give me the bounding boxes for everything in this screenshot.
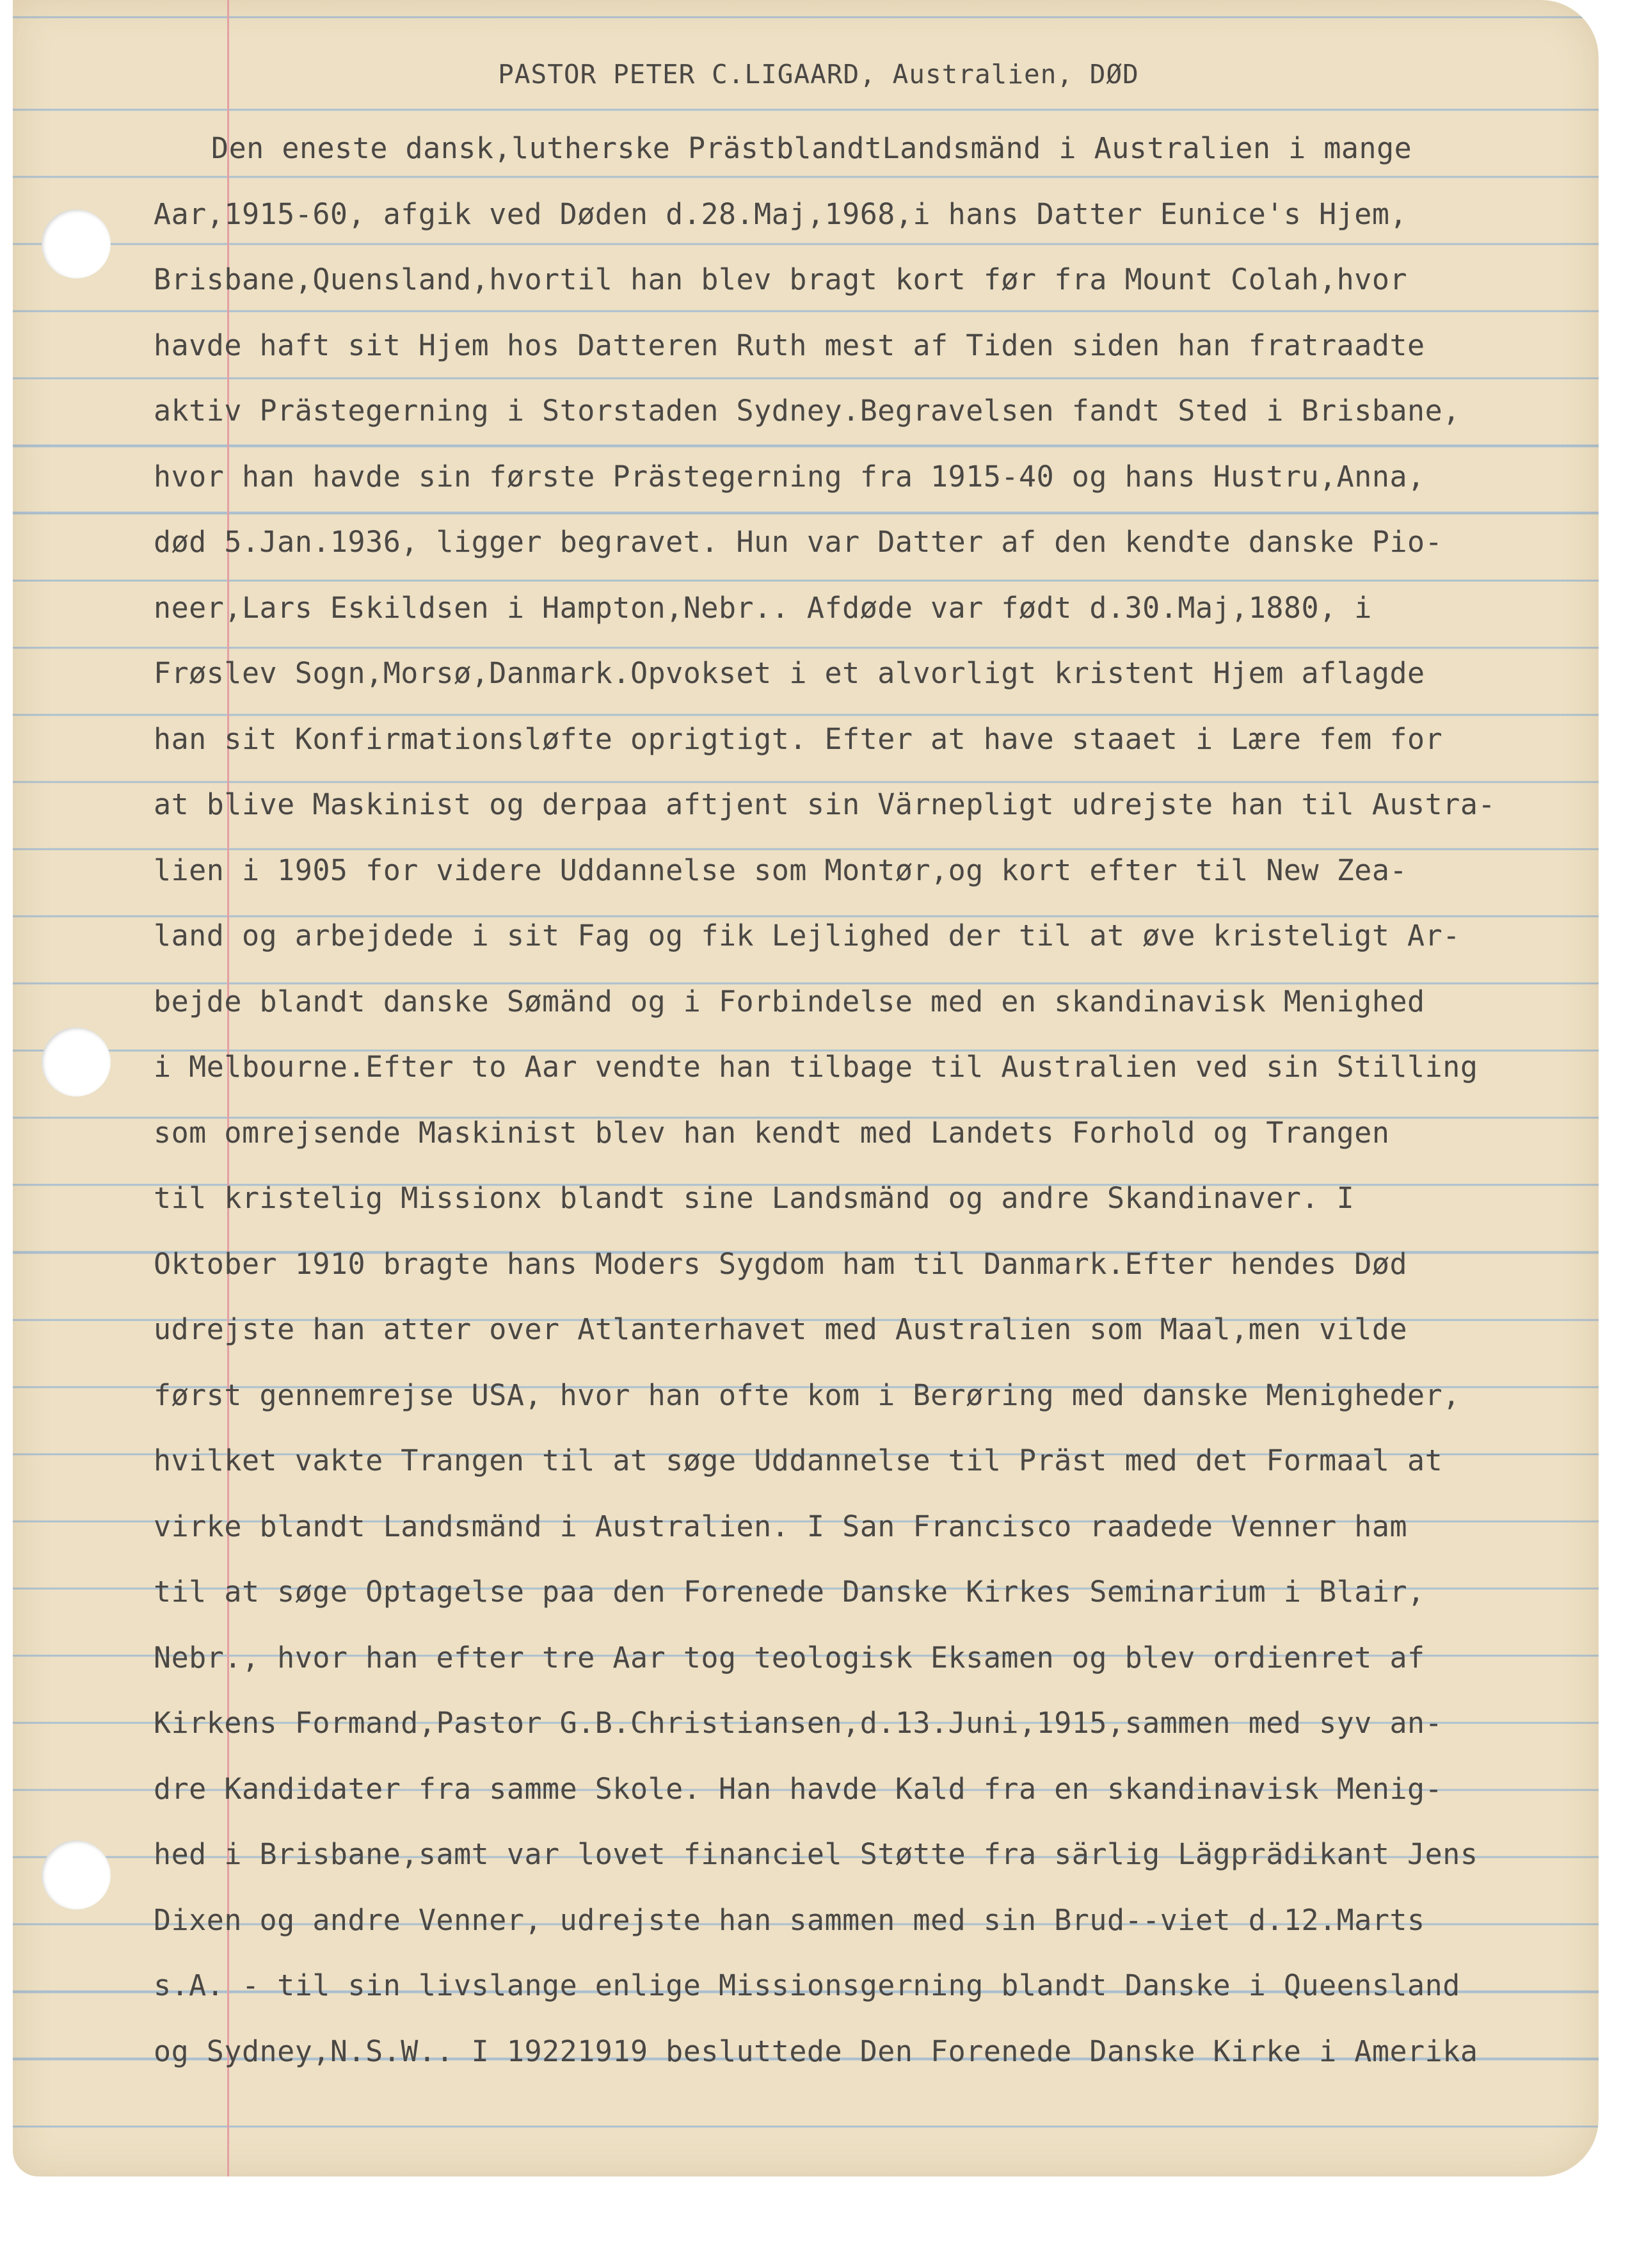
text-line: død 5.Jan.1936, ligger begravet. Hun var Datter af den kendte danske Pio- [154,525,1443,559]
text-line: hvor han havde sin første Prästegerning fra 1915-40 og hans Hustru,Anna, [154,459,1425,494]
text-line: bejde blandt danske Sømänd og i Forbindelse med en skandinavisk Menighed [154,984,1425,1018]
text-line: i Melbourne.Efter to Aar vendte han tilbage til Australien ved sin Stilling [154,1050,1478,1084]
text-line: til kristelig Missionx blandt sine Landsmänd og andre Skandinaver. I [154,1181,1355,1215]
text-line: som omrejsende Maskinist blev han kendt med Landets Forhold og Trangen [154,1115,1390,1150]
text-line: først gennemrejse USA, hvor han ofte kom i Berøring med danske Menigheder, [154,1378,1460,1412]
text-line: han sit Konfirmationsløfte oprigtigt. Efter at have staaet i Lære fem for [154,721,1443,756]
text-line: hed i Brisbane,samt var lovet financiel Støtte fra särlig Lägprädikant Jens [154,1837,1478,1871]
text-line: aktiv Prästegerning i Storstaden Sydney.Begravelsen fandt Sted i Brisbane, [154,394,1460,428]
text-line: Aar,1915-60, afgik ved Døden d.28.Maj,1968,i hans Datter Eunice's Hjem, [154,197,1408,231]
text-line: til at søge Optagelse paa den Forenede Danske Kirkes Seminarium i Blair, [154,1575,1425,1609]
text-line: lien i 1905 for videre Uddannelse som Montør,og kort efter til New Zea- [154,853,1408,887]
text-line: Kirkens Formand,Pastor G.B.Christiansen,d.13.Juni,1915,sammen med syv an- [154,1706,1443,1740]
text-line: udrejste han atter over Atlanterhavet med Australien som Maal,men vilde [154,1312,1408,1346]
text-line: virke blandt Landsmänd i Australien. I San Francisco raadede Venner ham [154,1509,1408,1543]
text-line: Brisbane,Quensland,hvortil han blev bragt kort før fra Mount Colah,hvor [154,262,1408,296]
text-line: havde haft sit Hjem hos Datteren Ruth mest af Tiden siden han fratraadte [154,328,1425,362]
text-line: s.A. - til sin livslange enlige Missionsgerning blandt Danske i Queensland [154,1968,1460,2002]
text-line: Den eneste dansk,lutherske PrästblandtLandsmänd i Australien i mange [211,131,1412,165]
text-line: Oktober 1910 bragte hans Moders Sygdom ham til Danmark.Efter hendes Død [154,1246,1408,1281]
text-line: land og arbejdede i sit Fag og fik Lejlighed der til at øve kristeligt Ar- [154,919,1460,953]
text-line: dre Kandidater fra samme Skole. Han havde Kald fra en skandinavisk Menig- [154,1771,1443,1806]
text-line: Nebr., hvor han efter tre Aar tog teologisk Eksamen og blev ordienret af [154,1640,1425,1675]
document-title: PASTOR PETER C.LIGAARD, Australien, DØD [498,59,1139,90]
text-line: at blive Maskinist og derpaa aftjent sin Värnepligt udrejste han til Austra- [154,787,1496,821]
text-line: Dixen og andre Venner, udrejste han sammen med sin Brud--viet d.12.Marts [154,1902,1425,1937]
text-line: neer,Lars Eskildsen i Hampton,Nebr.. Afdøde var født d.30.Maj,1880, i [154,590,1372,625]
text-line: og Sydney,N.S.W.. I 19221919 besluttede Den Forenede Danske Kirke i Amerika [154,2034,1478,2068]
text-line: hvilket vakte Trangen til at søge Uddannelse til Präst med det Formaal at [154,1444,1443,1477]
text-line: Frøslev Sogn,Morsø,Danmark.Opvokset i et alvorligt kristent Hjem aflagde [154,656,1425,690]
